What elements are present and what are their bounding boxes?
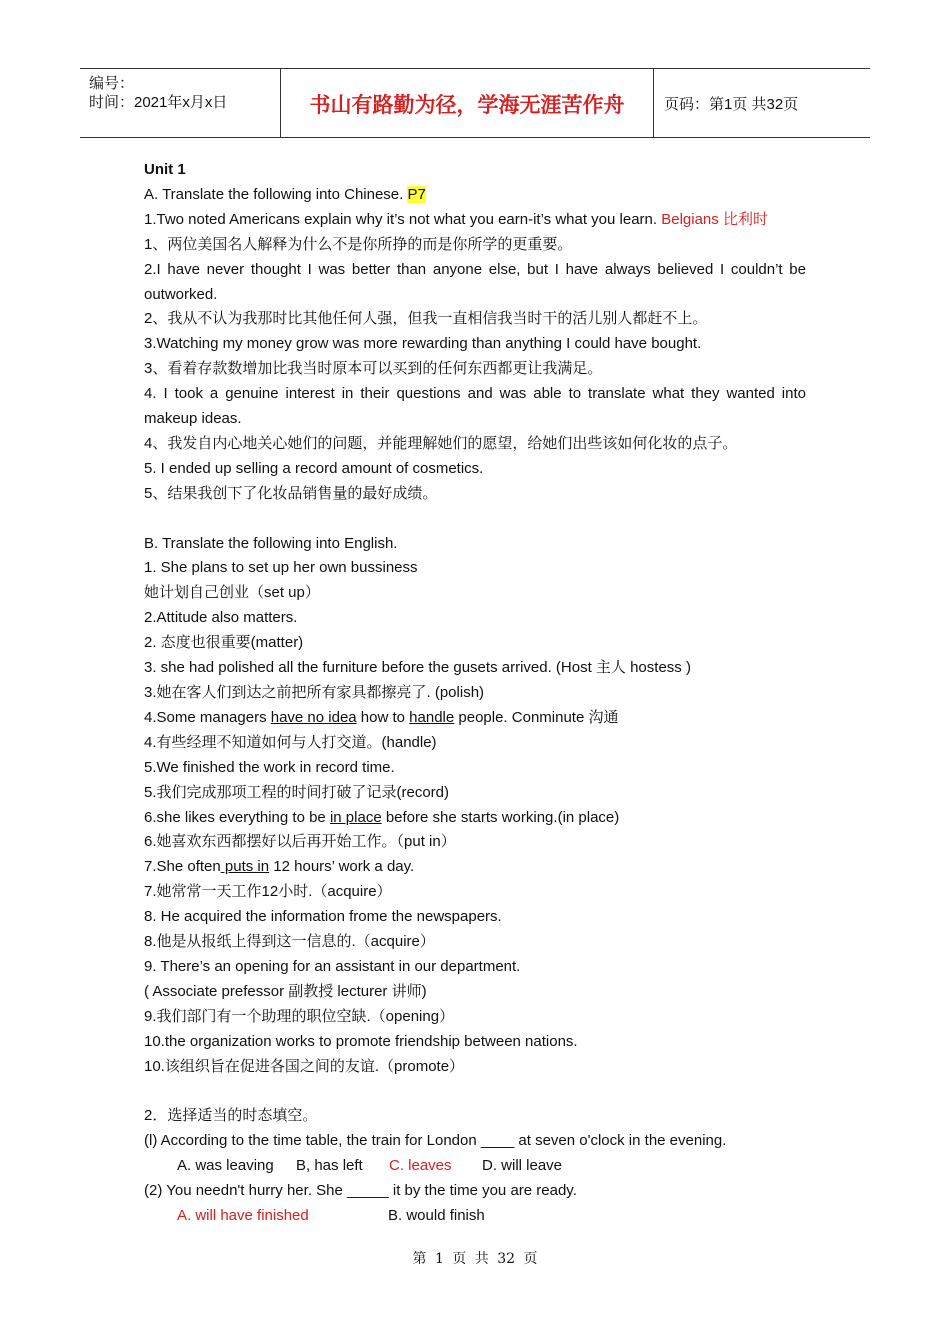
header-page-cell	[654, 69, 870, 137]
sentence-3-zh: 3、看着存款数增加比我当时原本可以买到的任何东西都更让我满足。	[144, 360, 603, 378]
spacer	[144, 507, 806, 532]
b-line-7: 4.Some managers have no idea how to handle people. Conminute 沟通	[144, 708, 619, 726]
underlined-phrase: have no idea	[270, 708, 357, 726]
b-line-18: ( Associate prefessor 副教授 lecturer 讲师)	[144, 982, 427, 1000]
b-line-2: 她计划自己创业（set up）	[144, 584, 320, 602]
b-line-16: 8.他是从报纸上得到这一信息的.（acquire）	[144, 933, 435, 951]
b-line-10: 5.我们完成那项工程的时间打破了记录(record)	[144, 783, 450, 801]
option-d: D. will leave	[482, 1157, 563, 1175]
option-b: B, has left	[296, 1157, 363, 1175]
question-1-options	[144, 1154, 806, 1179]
question-2: (2) You needn't hurry her. She _____ it by the time you are ready.	[144, 1182, 577, 1200]
section-b-title: B. Translate the following into English.	[144, 534, 398, 552]
header-motto: 书山有路勤为径，学海无涯苦作舟	[309, 93, 625, 117]
unit-title: Unit 1	[144, 161, 186, 178]
page-reference: P7	[407, 185, 426, 203]
sentence-1-en: 1.Two noted Americans explain why it’s not what you earn-it’s what you learn. Belgians 比利时	[144, 210, 768, 228]
b-line-8: 4.有些经理不知道如何与人打交道。(handle)	[144, 733, 437, 751]
document-date: 时间：2021年x月x日	[89, 94, 228, 111]
b-line-12: 6.她喜欢东西都摆好以后再开始工作。（put in）	[144, 833, 456, 851]
spacer	[144, 1080, 806, 1105]
b-line-20: 10.the organization works to promote friendship between nations.	[144, 1032, 578, 1050]
b-line-15: 8. He acquired the information frome the newspapers.	[144, 908, 502, 926]
sentence-4-en: 4. I took a genuine interest in their questions and was able to translate what they wanted into makeup ideas.	[144, 385, 806, 428]
sentence-4-zh: 4、我发自内心地关心她们的问题，并能理解她们的愿望，给她们出些该如何化妆的点子。	[144, 434, 738, 452]
b-line-4: 2. 态度也很重要(matter)	[144, 634, 304, 652]
sentence-2-en: 2.I have never thought I was better than anyone else, but I have always believed I couldn’t be outworked.	[144, 260, 806, 303]
b-line-1: 1. She plans to set up her own bussiness	[144, 559, 418, 577]
sentence-2-zh: 2、我从不认为我那时比其他任何人强，但我一直相信我当时干的活儿别人都赶不上。	[144, 310, 708, 328]
sentence-3-en: 3.Watching my money grow was more rewarding than anything I could have bought.	[144, 335, 702, 353]
b-line-13: 7.She often puts in 12 hours’ work a day.	[144, 858, 415, 876]
document-number-label: 编号：	[89, 75, 135, 92]
sentence-5-zh: 5、结果我创下了化妆品销售量的最好成绩。	[144, 484, 438, 502]
section-a-title: A. Translate the following into Chinese. P7	[144, 185, 426, 203]
option-c-answer: C. leaves	[389, 1157, 452, 1175]
b-line-19: 9.我们部门有一个助理的职位空缺.（opening）	[144, 1007, 455, 1025]
header-info-cell	[80, 69, 281, 137]
question-1: (l) According to the time table, the train for London ____ at seven o'clock in the evening.	[144, 1132, 727, 1150]
b-line-3: 2.Attitude also matters.	[144, 609, 298, 627]
header-motto-cell	[281, 69, 654, 137]
b-line-21: 10.该组织旨在促进各国之间的友谊.（promote）	[144, 1057, 465, 1075]
header-page-info: 页码：第1页 共32页	[664, 96, 799, 113]
question-2-options	[144, 1204, 806, 1229]
underlined-phrase: handle	[409, 708, 455, 726]
page-footer: 第 1 页 共 32 页	[412, 1251, 538, 1267]
underlined-phrase: puts in	[220, 858, 270, 876]
sentence-5-en: 5. I ended up selling a record amount of cosmetics.	[144, 459, 484, 477]
note-belgians: Belgians 比利时	[661, 210, 768, 228]
b-line-11: 6.she likes everything to be in place before she starts working.(in place)	[144, 808, 620, 826]
option-b: B. would finish	[388, 1207, 485, 1225]
section-2-title: 2．选择适当的时态填空。	[144, 1107, 318, 1125]
option-a: A. was leaving	[177, 1157, 274, 1175]
b-line-17: 9. There’s an opening for an assistant in our department.	[144, 957, 521, 975]
document-body	[144, 158, 806, 1229]
option-a-answer: A. will have finished	[177, 1207, 309, 1225]
b-line-9: 5.We finished the work in record time.	[144, 758, 395, 776]
sentence-1-zh: 1、两位美国名人解释为什么不是你所挣的而是你所学的更重要。	[144, 235, 573, 253]
b-line-5: 3. she had polished all the furniture before the gusets arrived. (Host 主人 hostess )	[144, 659, 691, 677]
page-header	[80, 68, 870, 138]
underlined-phrase: in place	[329, 808, 382, 826]
b-line-6: 3.她在客人们到达之前把所有家具都擦亮了. (polish)	[144, 684, 485, 702]
b-line-14: 7.她常常一天工作12小时.（acquire）	[144, 883, 392, 901]
